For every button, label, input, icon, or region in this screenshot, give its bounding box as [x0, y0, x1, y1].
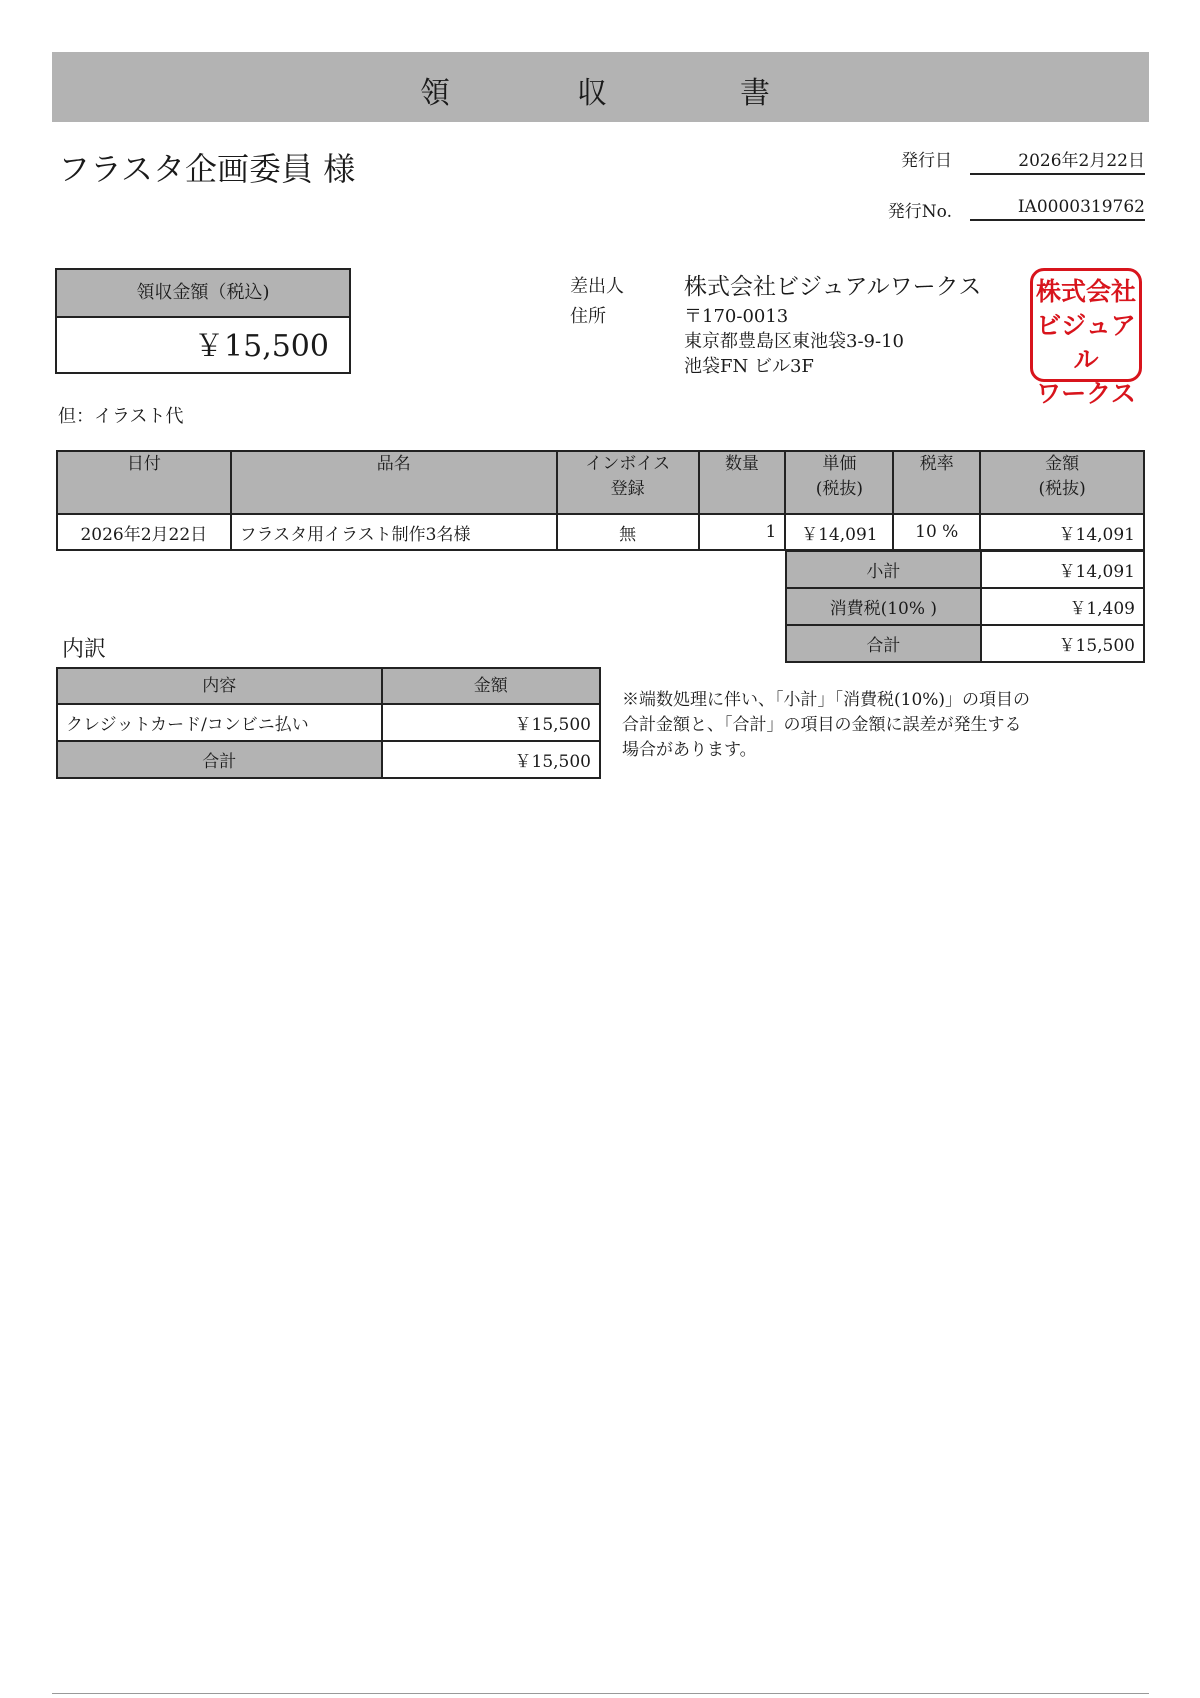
title-char-1: 領 [420, 76, 450, 111]
document-title-bar [52, 52, 1149, 122]
issuer-address-line1: 東京都豊島区東池袋3-9-10 [684, 331, 904, 352]
stamp-line-3: ワークス [1036, 379, 1136, 408]
issue-date-value: 2026年2月22日 [970, 146, 1145, 175]
breakdown-header-content: 内容 [57, 668, 382, 704]
row-amount: ￥14,091 [980, 514, 1144, 550]
issue-number-value: IA0000319762 [970, 197, 1145, 221]
disclaimer-line-1: ※端数処理に伴い、「小計」「消費税(10%)」の項目の [622, 690, 1031, 710]
proviso-text: 但：イラスト代 [58, 406, 184, 427]
received-amount-label: 領収金額（税込) [57, 270, 349, 318]
sender-label: 差出人 [570, 276, 624, 297]
row-invoice: 無 [557, 514, 699, 550]
items-table-header-row [57, 451, 1144, 514]
header-quantity: 数量 [699, 451, 786, 514]
disclaimer-line-2: 合計金額と、「合計」の項目の金額に誤差が発生する [622, 715, 1022, 735]
breakdown-row-amount: ￥15,500 [382, 704, 600, 741]
total-value: ￥15,500 [981, 625, 1144, 662]
company-seal-stamp [1030, 268, 1142, 408]
tax-label: 消費税(10% ) [786, 588, 981, 625]
recipient-name: フラスタ企画委員 様 [58, 150, 356, 188]
row-tax-rate: 10 % [893, 514, 980, 550]
row-date: 2026年2月22日 [57, 514, 231, 550]
breakdown-title: 内訳 [62, 637, 107, 662]
stamp-line-2: ビジュアル [1036, 311, 1136, 374]
items-table [56, 450, 1145, 551]
received-amount-box [55, 268, 351, 374]
stamp-line-1: 株式会社 [1035, 277, 1136, 306]
issuer-postal-code: 〒170-0013 [684, 306, 789, 327]
title-char-3: 書 [740, 76, 770, 111]
issue-date-label: 発行日 [901, 151, 952, 171]
row-item-name: フラスタ用イラスト制作3名様 [231, 514, 557, 550]
header-item-name: 品名 [231, 451, 557, 514]
subtotal-label: 小計 [786, 551, 981, 588]
tax-value: ￥1,409 [981, 588, 1144, 625]
subtotal-value: ￥14,091 [981, 551, 1144, 588]
row-quantity: 1 [699, 514, 786, 550]
breakdown-table [56, 667, 601, 779]
issuer-address-line2: 池袋FN ビル3F [684, 356, 814, 377]
received-amount-value: ￥15,500 [194, 329, 329, 364]
footer-divider [52, 1693, 1149, 1694]
address-label: 住所 [570, 306, 606, 327]
breakdown-header-amount: 金額 [382, 668, 600, 704]
header-unit-price: 単価 (税抜) [785, 451, 893, 514]
total-label: 合計 [786, 625, 981, 662]
breakdown-row-content: クレジットカード/コンビニ払い [57, 704, 382, 741]
breakdown-total-value: ￥15,500 [382, 741, 600, 778]
row-unit-price: ￥14,091 [785, 514, 893, 550]
title-char-2: 収 [577, 76, 607, 111]
header-tax-rate: 税率 [893, 451, 980, 514]
breakdown-total-label: 合計 [57, 741, 382, 778]
totals-table [785, 550, 1145, 663]
table-row [57, 514, 1144, 550]
issuer-company-name: 株式会社ビジュアルワークス [684, 274, 982, 300]
header-amount: 金額 (税抜) [980, 451, 1144, 514]
rounding-disclaimer [622, 688, 1142, 763]
issue-number-label: 発行No. [887, 202, 952, 222]
table-row [57, 704, 600, 741]
header-date: 日付 [57, 451, 231, 514]
header-invoice: インボイス 登録 [557, 451, 699, 514]
disclaimer-line-3: 場合があります。 [622, 740, 757, 760]
